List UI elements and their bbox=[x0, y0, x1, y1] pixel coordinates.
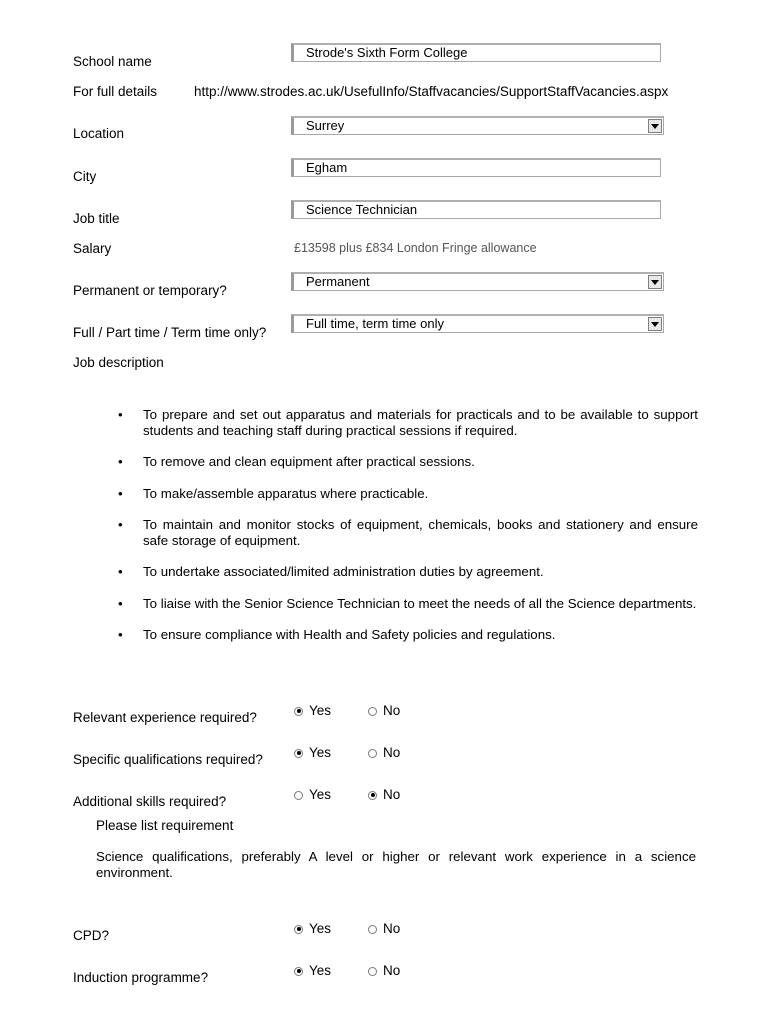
duty-text: To remove and clean equipment after practical sessions. bbox=[143, 454, 475, 469]
bullet: • bbox=[118, 517, 123, 532]
radio-circle bbox=[294, 791, 303, 800]
details-url-link[interactable]: http://www.strodes.ac.uk/UsefulInfo/Staffvacancies/SupportStaffVacancies.aspx bbox=[194, 84, 669, 99]
salary-label: Salary bbox=[73, 241, 112, 256]
list-item bbox=[112, 627, 698, 643]
location-label: Location bbox=[73, 126, 125, 141]
permanence-label: Permanent or temporary? bbox=[73, 283, 227, 298]
radio-circle bbox=[368, 967, 377, 976]
list-item bbox=[112, 564, 698, 580]
radio-label: No bbox=[383, 963, 401, 978]
duty-text: To liaise with the Senior Science Technician to meet the needs of all the Science departments. bbox=[143, 595, 697, 611]
experience-no-radio[interactable] bbox=[368, 703, 400, 719]
location-value: Surrey bbox=[306, 118, 345, 133]
city-label: City bbox=[73, 169, 97, 184]
duties-list bbox=[112, 407, 698, 659]
radio-label: No bbox=[383, 921, 401, 936]
hours-value: Full time, term time only bbox=[306, 316, 444, 331]
list-item bbox=[112, 407, 698, 438]
radio-circle bbox=[294, 749, 303, 758]
experience-label: Relevant experience required? bbox=[73, 710, 257, 725]
qualifications-yes-radio[interactable] bbox=[294, 745, 331, 761]
qualifications-label: Specific qualifications required? bbox=[73, 752, 263, 767]
location-dropdown-button[interactable] bbox=[648, 119, 662, 133]
induction-no-radio[interactable] bbox=[368, 963, 400, 979]
school-name-label: School name bbox=[73, 54, 152, 69]
duty-text: To maintain and monitor stocks of equipment, chemicals, books and stationery and ensure safe storage of equipment. bbox=[143, 517, 698, 548]
chevron-down-icon bbox=[651, 124, 659, 129]
job-title-label: Job title bbox=[73, 211, 120, 226]
permanence-dropdown-button[interactable] bbox=[648, 275, 662, 289]
permanence-select[interactable] bbox=[291, 272, 664, 291]
radio-label: Yes bbox=[309, 921, 332, 936]
hours-select[interactable] bbox=[291, 314, 664, 333]
radio-circle bbox=[294, 707, 303, 716]
experience-yes-radio[interactable] bbox=[294, 703, 331, 719]
radio-circle bbox=[368, 749, 377, 758]
radio-circle bbox=[368, 707, 377, 716]
cpd-yes-radio[interactable] bbox=[294, 921, 331, 937]
job-title-field[interactable]: Science Technician bbox=[291, 200, 661, 219]
list-item bbox=[112, 596, 698, 612]
duty-text: To undertake associated/limited administration duties by agreement. bbox=[143, 564, 544, 579]
bullet: • bbox=[118, 454, 123, 469]
hours-label: Full / Part time / Term time only? bbox=[73, 325, 267, 340]
cpd-label: CPD? bbox=[73, 928, 110, 943]
induction-yes-radio[interactable] bbox=[294, 963, 331, 979]
qualifications-no-radio[interactable] bbox=[368, 745, 400, 761]
induction-label: Induction programme? bbox=[73, 970, 209, 985]
chevron-down-icon bbox=[651, 280, 659, 285]
cpd-no-radio[interactable] bbox=[368, 921, 400, 937]
bullet: • bbox=[118, 627, 123, 642]
duty-text: To ensure compliance with Health and Safety policies and regulations. bbox=[143, 627, 556, 642]
hours-dropdown-button[interactable] bbox=[648, 317, 662, 331]
skills-label: Additional skills required? bbox=[73, 794, 227, 809]
radio-label: No bbox=[383, 787, 401, 802]
bullet: • bbox=[118, 485, 123, 501]
city-field[interactable]: Egham bbox=[291, 158, 661, 177]
list-item bbox=[112, 486, 698, 502]
salary-value: £13598 plus £834 London Fringe allowance bbox=[294, 241, 537, 255]
chevron-down-icon bbox=[651, 322, 659, 327]
duty-text: To prepare and set out apparatus and materials for practicals and to be available to support students and teaching staff during practical sessions if required. bbox=[143, 407, 698, 438]
radio-label: Yes bbox=[309, 963, 332, 978]
radio-circle bbox=[294, 925, 303, 934]
radio-circle bbox=[368, 925, 377, 934]
location-select[interactable] bbox=[291, 116, 664, 135]
radio-label: Yes bbox=[309, 745, 332, 760]
bullet: • bbox=[118, 407, 123, 422]
requirements-label: Please list requirement bbox=[96, 818, 234, 833]
radio-circle bbox=[294, 967, 303, 976]
radio-label: Yes bbox=[309, 703, 332, 718]
list-item bbox=[112, 454, 698, 470]
bullet: • bbox=[118, 564, 123, 579]
requirements-text: Science qualifications, preferably A level or higher or relevant work experience in a science environment. bbox=[96, 849, 696, 880]
full-details-label: For full details bbox=[73, 84, 158, 99]
duty-text: To make/assemble apparatus where practicable. bbox=[143, 485, 429, 501]
radio-label: Yes bbox=[309, 787, 332, 802]
radio-circle bbox=[368, 791, 377, 800]
list-item bbox=[112, 517, 698, 548]
skills-no-radio[interactable] bbox=[368, 787, 400, 803]
permanence-value: Permanent bbox=[306, 274, 370, 289]
radio-label: No bbox=[383, 703, 401, 718]
bullet: • bbox=[118, 595, 123, 611]
skills-yes-radio[interactable] bbox=[294, 787, 331, 803]
job-description-label: Job description bbox=[73, 355, 164, 370]
radio-label: No bbox=[383, 745, 401, 760]
school-name-field[interactable]: Strode's Sixth Form College bbox=[291, 43, 661, 62]
